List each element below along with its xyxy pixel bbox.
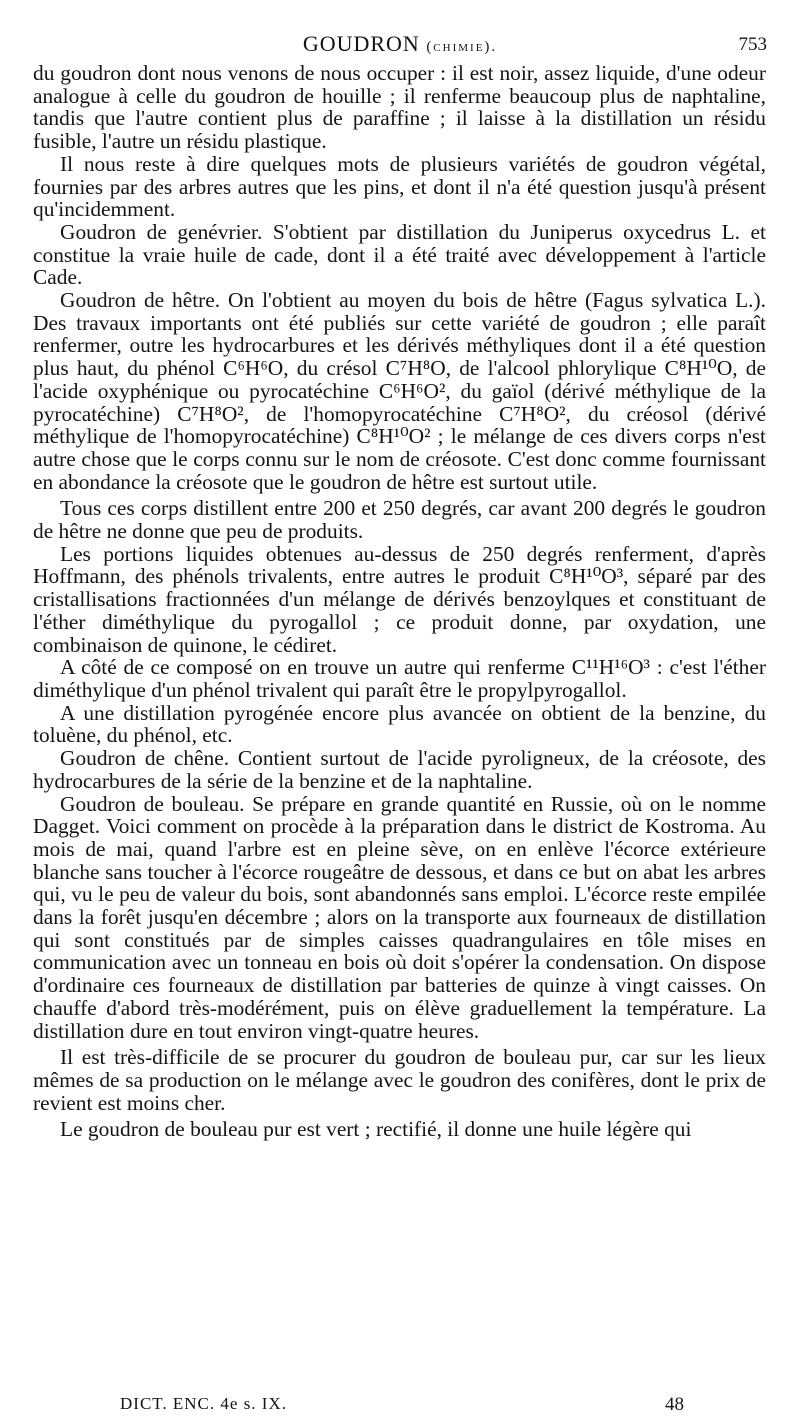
running-header (0, 31, 800, 59)
header-word: GOUDRON (302, 31, 420, 56)
paragraph: A une distillation pyrogénée encore plus avancée on obtient de la benzine, du toluène, du phénol, etc. (33, 700, 766, 748)
paragraph: Goudron de genévrier. S'obtient par distillation du Juniperus oxycedrus L. et constitue la vraie huile de cade, dont il a été traité avec développement à l'article Cade. (33, 219, 766, 290)
header-title (0, 31, 800, 57)
paragraph: Le goudron de bouleau pur est vert ; rectifié, il donne une huile légère qui (60, 1117, 692, 1142)
paragraph: Goudron de chêne. Contient surtout de l'acide pyroligneux, de la créosote, des hydrocarbures de la série de la benzine et de la naphtaline. (33, 746, 766, 793)
paragraph: du goudron dont nous venons de nous occuper : il est noir, assez liquide, d'une odeur analogue à celle du goudron de houille ; il renferme beaucoup plus de naphtaline, tandis que l'autre contient plus de paraffine ; il laisse à la distillation un résidu fusible, l'autre un résidu plastique. (33, 61, 766, 154)
page-footer (0, 1394, 800, 1416)
paragraph: Il est très-difficile de se procurer du goudron de bouleau pur, car sur les lieux mêmes de sa production on le mélange avec le goudron des conifères, dont le prix de revient est moins cher. (33, 1045, 766, 1115)
footer-reference: DICT. ENC. 4e s. IX. (120, 1394, 287, 1413)
paragraph: Goudron de hêtre. On l'obtient au moyen du bois de hêtre (Fagus sylvatica L.). Des travaux importants ont été publiés sur cette variété de goudron ; elle paraît renfermer, outre les hydrocarbures et les dérivés méthyliques dont il a été question plus haut, du phénol C⁶H⁶O, du crésol C⁷H⁸O, de l'alcool phlorylique C⁸H¹⁰O, de l'acide oxyphénique ou pyrocatéchine C⁶H⁶O², du gaïol (dérivé méthylique de la pyrocatéchine) C⁷H⁸O², de l'homopyrocatéchine C⁷H⁸O², du créosol (dérivé méthylique de l'homopyrocatéchine) C⁸H¹⁰O² ; le mélange de ces divers corps n'est autre chose que le corps connu sur le nom de créosote. C'est donc comme fournissant en abondance la créosote que le goudron de hêtre est surtout utile. (33, 288, 766, 494)
paragraph: Il nous reste à dire quelques mots de plusieurs variétés de goudron végétal, fournies par des arbres autres que les pins, et dont il n'a été question jusqu'à présent qu'incidemment. (33, 151, 766, 222)
signature-mark: 48 (665, 1394, 684, 1415)
paragraph: Les portions liquides obtenues au-dessus de 250 degrés renferment, d'après Hoffmann, des phénols trivalents, entre autres le produit C⁸H¹⁰O³, séparé par des cristallisations fractionnées d'un mélange de dérivés benzoylques et constituant de l'éther diméthylique du pyrogallol ; ce produit donne, par oxydation, une combinaison de quinone, le cédiret. (33, 541, 766, 657)
paragraph: Goudron de bouleau. Se prépare en grande quantité en Russie, où on le nomme Dagget. Voici comment on procède à la préparation dans le district de Kostroma. Au mois de mai, quand l'arbre est en pleine sève, on en enlève l'écorce extérieure blanche sans toucher à l'écorce rougeâtre de dessous, et dans ce but on abat les arbres qui, vu le peu de valeur du bois, sont abandonnés sans emploi. L'écorce reste empilée dans la forêt jusqu'en décembre ; alors on la transporte aux fourneaux de distillation qui sont constitués par de simples caisses quadrangulaires en tôle mises en communication avec un tonneau en bois où doit s'opérer la condensation. On dispose d'ordinaire ces fourneaux de distillation par batteries de quinze à vingt caisses. On chauffe d'abord très-modérément, puis on élève graduellement la température. La distillation dure en tout environ vingt-quatre heures. (33, 791, 766, 1043)
body-text (33, 62, 766, 1141)
paragraph: A côté de ce composé on en trouve un autre qui renferme C¹¹H¹⁶O³ : c'est l'éther diméthylique d'un phénol trivalent qui paraît être le propylpyrogallol. (33, 655, 766, 702)
paragraph: Tous ces corps distillent entre 200 et 250 degrés, car avant 200 degrés le goudron de hêtre ne donne que peu de produits. (33, 496, 766, 544)
page-number: 753 (738, 34, 767, 55)
header-section: (chimie). (426, 39, 498, 55)
